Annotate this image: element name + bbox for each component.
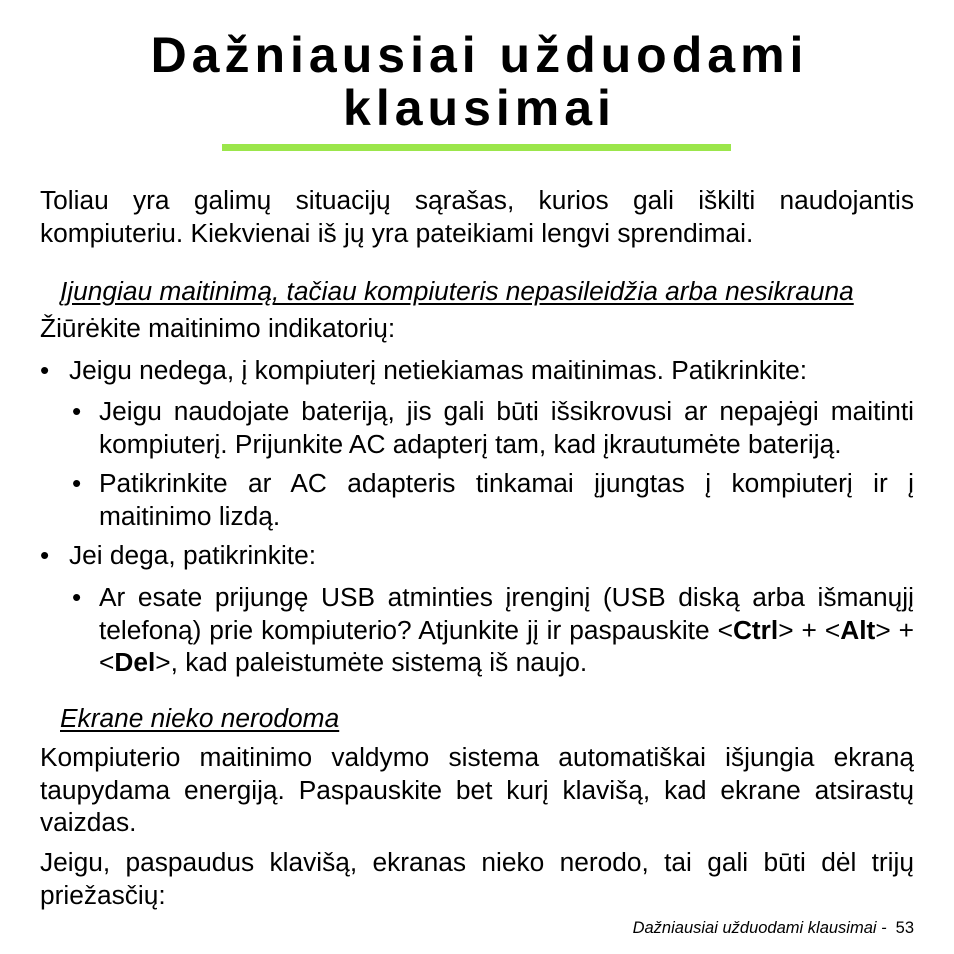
- reasons-paragraph: [40, 846, 914, 911]
- paragraph-line: Jeigu, paspaudus klavišą, ekranas nieko nerodo, tai gali būti dėl trijų: [40, 847, 914, 877]
- sub-bullet-item-battery: [72, 395, 914, 460]
- power-management-paragraph: [40, 741, 914, 839]
- page-footer: [633, 918, 914, 938]
- page-title-line-2: klausimai: [343, 80, 616, 136]
- footer-section-title: Dažniausiai užduodami klausimai -: [632, 919, 887, 937]
- text-segment: Ar esate prijungę USB atminties įrenginį (USB diską arba išmanųjį: [99, 582, 914, 612]
- sub-bullet-text: [99, 467, 914, 532]
- bullet-icon: •: [40, 355, 50, 385]
- bullet-text: Jei dega, patikrinkite:: [69, 540, 317, 570]
- intro-paragraph: [40, 184, 914, 249]
- key-del: Del: [114, 647, 156, 677]
- bullet-icon: •: [72, 582, 82, 612]
- text-segment: > + <: [778, 614, 841, 645]
- sub-bullet-text: [99, 581, 914, 679]
- paragraph-line: [99, 581, 914, 614]
- key-ctrl: Ctrl: [732, 614, 779, 645]
- paragraph-line: kompiuteriu. Kiekvienai iš jų yra pateikiami lengvi sprendimai.: [40, 217, 754, 248]
- page-number: 53: [895, 919, 914, 937]
- bullet-icon: •: [40, 540, 50, 570]
- paragraph-line: Kompiuterio maitinimo valdymo sistema automatiškai išjungia ekraną: [40, 742, 914, 772]
- paragraph-line: taupydama energiją. Paspauskite bet kurį klavišą, kad ekrane atsirastų: [40, 774, 914, 805]
- sub-bullet-item-usb: [72, 581, 914, 679]
- text-segment: > +: [875, 614, 914, 645]
- paragraph-line: vaizdas.: [40, 807, 137, 837]
- paragraph-line: maitinimo lizdą.: [99, 500, 281, 531]
- paragraph-line: priežasčių:: [40, 879, 166, 910]
- text-segment: <: [99, 647, 115, 677]
- text-segment: telefoną) prie kompiuterio? Atjunkite jį ir paspauskite <: [99, 614, 733, 645]
- bullet-icon: •: [72, 468, 82, 498]
- page-title: [0, 29, 954, 135]
- key-alt: Alt: [840, 614, 876, 645]
- bullet-item-lit: [40, 539, 914, 572]
- bullet-item-not-lit: [40, 354, 914, 387]
- check-indicator-text: Žiūrėkite maitinimo indikatorių:: [40, 313, 396, 343]
- paragraph-line: Patikrinkite ar AC adapteris tinkamai įjungtas į kompiuterį ir į: [99, 468, 914, 498]
- section-heading-power-on: Įjungiau maitinimą, tačiau kompiuteris nepasileidžia arba nesikrauna: [60, 276, 854, 306]
- paragraph-line: Jeigu naudojate bateriją, jis gali būti išsikrovusi ar nepajėgi maitinti: [99, 396, 914, 426]
- section-heading-blank-screen: Ekrane nieko nerodoma: [60, 703, 340, 733]
- title-accent-bar: [222, 144, 731, 151]
- paragraph-line: [99, 646, 914, 679]
- sub-bullet-item-adapter: [72, 467, 914, 532]
- bullet-icon: •: [72, 396, 82, 426]
- text-segment: >, kad paleistumėte sistemą iš naujo.: [155, 647, 588, 677]
- bullet-text: Jeigu nedega, į kompiuterį netiekiamas maitinimas. Patikrinkite:: [69, 355, 808, 385]
- sub-bullet-text: [99, 395, 914, 460]
- paragraph-line: Toliau yra galimų situacijų sąrašas, kurios gali iškilti naudojantis: [40, 185, 914, 215]
- page-title-line-1: Dažniausiai užduodami: [150, 27, 809, 83]
- paragraph-line: [99, 614, 914, 647]
- paragraph-line: kompiuterį. Prijunkite AC adapterį tam, kad įkrautumėte bateriją.: [99, 428, 842, 459]
